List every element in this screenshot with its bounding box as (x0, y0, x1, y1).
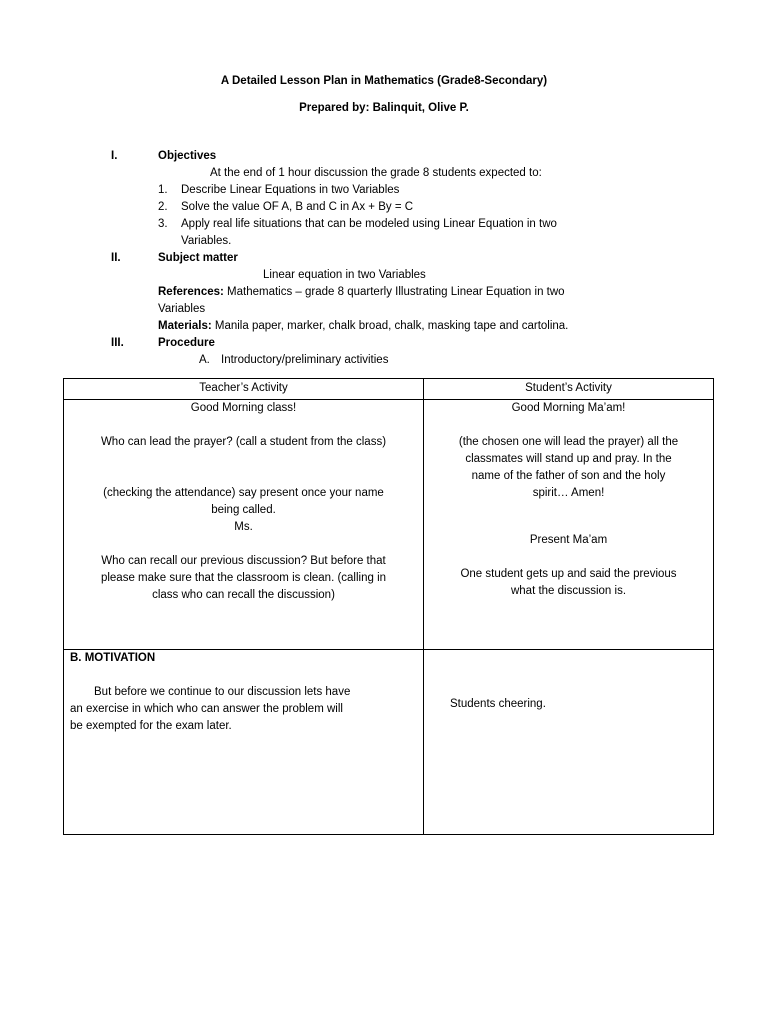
references-continuation: Variables (158, 303, 206, 315)
activity-table (63, 378, 714, 835)
student-greeting: Good Morning Ma’am! (511, 402, 626, 414)
teacher-prayer-question: Who can lead the prayer? (call a student from the class) (100, 436, 387, 448)
teacher-attendance-line: being called. (211, 504, 276, 516)
section-3-numeral: III. (111, 337, 124, 349)
teacher-attendance-line: (checking the attendance) say present once your name (103, 487, 384, 499)
document-title: A Detailed Lesson Plan in Mathematics (Grade8-Secondary) (220, 75, 548, 87)
list-item-number: 2. (158, 201, 168, 213)
list-item: Solve the value OF A, B and C in Ax + By = C (181, 201, 414, 213)
list-item-number: 1. (158, 184, 168, 196)
section-1-numeral: I. (111, 150, 118, 162)
table-row (64, 650, 714, 835)
student-cheering: Students cheering. (450, 698, 546, 710)
student-activity-header: Student’s Activity (424, 379, 714, 400)
student-prayer-line: (the chosen one will lead the prayer) all the (458, 436, 679, 448)
motivation-text-line: But before we continue to our discussion lets have (94, 686, 351, 698)
references-text: Mathematics – grade 8 quarterly Illustrating Linear Equation in two (223, 286, 565, 298)
student-prayer-line: name of the father of son and the holy (471, 470, 666, 482)
student-prayer-line: spirit… Amen! (532, 487, 605, 499)
motivation-text-line: be exempted for the exam later. (70, 720, 232, 732)
student-recall-line: what the discussion is. (510, 585, 627, 597)
motivation-text-line: an exercise in which who can answer the problem will (70, 703, 343, 715)
list-item: Apply real life situations that can be modeled using Linear Equation in two (181, 218, 557, 230)
student-present-reply: Present Ma’am (529, 534, 608, 546)
student-activity-cell (424, 400, 714, 650)
student-motivation-cell (424, 650, 714, 835)
teacher-motivation-cell (64, 650, 424, 835)
teacher-attendance-line: Ms. (234, 521, 253, 533)
student-prayer-line: classmates will stand up and pray. In the (465, 453, 672, 465)
teacher-recall-line: Who can recall our previous discussion? But before that (101, 555, 386, 567)
table-header-row (64, 379, 714, 400)
materials-label: Materials: (158, 320, 212, 332)
list-item-number: 3. (158, 218, 168, 230)
student-recall-line: One student gets up and said the previous (460, 568, 677, 580)
objectives-intro: At the end of 1 hour discussion the grade 8 students expected to: (210, 167, 542, 179)
table-row (64, 400, 714, 650)
materials-line (158, 318, 568, 335)
section-2-heading: Subject matter (158, 252, 238, 264)
motivation-heading: B. MOTIVATION (70, 652, 156, 664)
prepared-by: Prepared by: Balinquit, Olive P. (299, 102, 469, 114)
procedure-sub-heading: Introductory/preliminary activities (221, 354, 389, 366)
section-3-heading: Procedure (158, 337, 215, 349)
references-label: References: (158, 286, 224, 298)
materials-text: Manila paper, marker, chalk broad, chalk, masking tape and cartolina. (211, 320, 569, 332)
section-2-numeral: II. (111, 252, 121, 264)
list-item-continuation: Variables. (181, 235, 232, 247)
teacher-recall-line: class who can recall the discussion) (152, 589, 335, 601)
section-1-heading: Objectives (158, 150, 217, 162)
teacher-activity-cell (64, 400, 424, 650)
references-line (158, 284, 565, 301)
list-item: Describe Linear Equations in two Variables (181, 184, 400, 196)
procedure-sub-letter: A. (199, 354, 210, 366)
teacher-activity-header: Teacher’s Activity (64, 379, 424, 400)
teacher-recall-line: please make sure that the classroom is clean. (calling in (100, 572, 387, 584)
teacher-greeting: Good Morning class! (190, 402, 297, 414)
subject-topic: Linear equation in two Variables (263, 269, 426, 281)
